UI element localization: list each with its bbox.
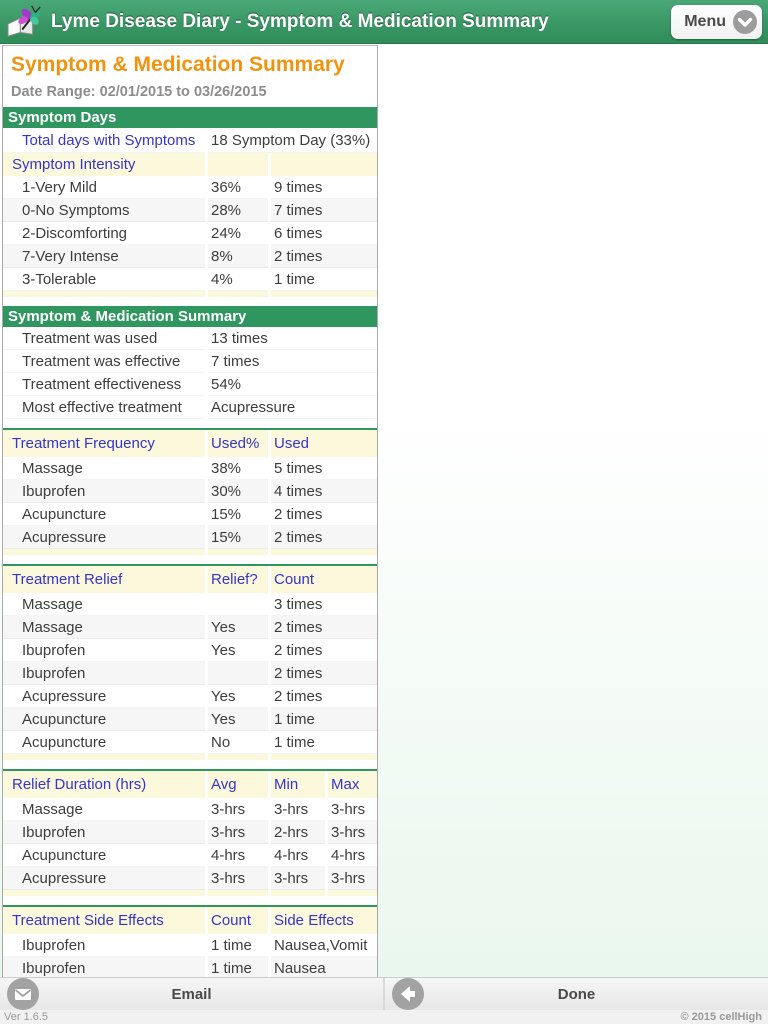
table-row — [3, 731, 377, 754]
row-label: Total days with Symptoms — [3, 128, 205, 153]
row-label: Acupressure — [3, 685, 205, 708]
row-value: 1 time — [271, 731, 377, 754]
row-value — [208, 593, 268, 616]
row-value: 1 time — [271, 268, 377, 291]
row-label: Acupuncture — [3, 503, 205, 526]
column-header: Relief? — [208, 566, 268, 593]
row-value: 7 times — [208, 350, 377, 373]
table-row — [3, 128, 377, 153]
row-value: 54% — [208, 373, 377, 396]
table-row — [3, 480, 377, 503]
section-header-row — [3, 566, 377, 593]
row-label: Acupressure — [3, 867, 205, 890]
row-value: 1 time — [271, 708, 377, 731]
footer-cell — [208, 549, 268, 555]
menu-button[interactable] — [671, 5, 762, 39]
chevron-down-icon — [733, 10, 757, 34]
section-title-bar: Symptom Days — [3, 107, 377, 128]
row-label: Massage — [3, 798, 205, 821]
table-row — [3, 821, 377, 844]
row-value: 3-hrs — [208, 821, 268, 844]
table-row — [3, 457, 377, 480]
footer-cell — [3, 754, 205, 760]
row-value: 18 Symptom Day (33%) — [208, 128, 377, 153]
back-arrow-icon — [392, 978, 424, 1010]
section-title-bar: Symptom & Medication Summary — [3, 306, 377, 327]
row-value: 2-hrs — [271, 821, 325, 844]
table-row — [3, 222, 377, 245]
row-value: No — [208, 731, 268, 754]
row-label: 1-Very Mild — [3, 176, 205, 199]
column-header: Count — [208, 907, 268, 934]
bottom-toolbar — [0, 977, 768, 1010]
row-value — [271, 153, 377, 176]
section-header-row — [3, 771, 377, 798]
column-header: Min — [271, 771, 325, 798]
row-value: 15% — [208, 526, 268, 549]
footer-cell — [271, 890, 325, 896]
row-value: 38% — [208, 457, 268, 480]
row-value: 2 times — [271, 526, 377, 549]
summary-section — [3, 306, 377, 419]
row-label: Symptom Intensity — [3, 153, 205, 176]
row-value: 5 times — [271, 457, 377, 480]
row-label: Acupressure — [3, 526, 205, 549]
table-row — [3, 526, 377, 549]
email-button[interactable] — [0, 978, 385, 1010]
row-value: 3-hrs — [328, 867, 377, 890]
row-label: Ibuprofen — [3, 480, 205, 503]
row-label: Massage — [3, 457, 205, 480]
table-row — [3, 639, 377, 662]
done-button[interactable] — [385, 978, 768, 1010]
nav-bar — [0, 0, 768, 44]
date-range: Date Range: 02/01/2015 to 03/26/2015 — [11, 84, 267, 100]
row-value: 4% — [208, 268, 268, 291]
row-label: Treatment was used — [3, 327, 205, 350]
summary-panel — [2, 45, 378, 987]
row-value: Yes — [208, 616, 268, 639]
row-label: Ibuprofen — [3, 662, 205, 685]
table-row — [3, 662, 377, 685]
row-value: 2 times — [271, 616, 377, 639]
section-title: Relief Duration (hrs) — [3, 771, 205, 798]
section-footer — [3, 890, 377, 896]
row-value: 3-hrs — [328, 798, 377, 821]
menu-button-label: Menu — [684, 13, 726, 30]
row-label: Massage — [3, 616, 205, 639]
row-value: 7 times — [271, 199, 377, 222]
summary-section — [3, 107, 377, 297]
row-value: 2 times — [271, 662, 377, 685]
row-value: 3-hrs — [208, 867, 268, 890]
section-header-row — [3, 907, 377, 934]
section-title: Treatment Frequency — [3, 430, 205, 457]
column-header: Used — [271, 430, 377, 457]
table-row — [3, 153, 377, 176]
row-label: Ibuprofen — [3, 821, 205, 844]
row-value: Nausea,Vomit — [271, 934, 377, 957]
row-value: 3-hrs — [271, 798, 325, 821]
table-row — [3, 616, 377, 639]
footer-cell — [208, 754, 268, 760]
row-value — [208, 662, 268, 685]
column-header: Count — [271, 566, 377, 593]
table-row — [3, 199, 377, 222]
row-value: 3-hrs — [328, 821, 377, 844]
summary-section — [3, 905, 377, 986]
row-value: 2 times — [271, 639, 377, 662]
footer-cell — [271, 549, 377, 555]
row-value: 3-hrs — [271, 867, 325, 890]
row-value: Yes — [208, 639, 268, 662]
footer-cell — [3, 291, 205, 297]
row-value: Nausea — [271, 957, 377, 980]
section-title: Treatment Relief — [3, 566, 205, 593]
row-label: Massage — [3, 593, 205, 616]
panel-head — [3, 46, 377, 107]
summary-section — [3, 564, 377, 760]
table-row — [3, 867, 377, 890]
row-value: 36% — [208, 176, 268, 199]
column-header: Side Effects — [271, 907, 377, 934]
row-label: Ibuprofen — [3, 957, 205, 980]
table-row — [3, 708, 377, 731]
done-button-label: Done — [557, 985, 596, 1003]
summary-section — [3, 769, 377, 896]
column-header: Avg — [208, 771, 268, 798]
column-header: Used% — [208, 430, 268, 457]
row-label: 2-Discomforting — [3, 222, 205, 245]
row-value: 2 times — [271, 245, 377, 268]
table-row — [3, 844, 377, 867]
footer-cell — [271, 754, 377, 760]
envelope-icon — [7, 978, 39, 1010]
row-value: 4-hrs — [208, 844, 268, 867]
nav-title: Lyme Disease Diary - Symptom & Medication Summary — [51, 10, 549, 32]
row-value: 1 time — [208, 934, 268, 957]
row-value: 30% — [208, 480, 268, 503]
table-row — [3, 176, 377, 199]
row-value: 9 times — [271, 176, 377, 199]
table-row — [3, 350, 377, 373]
row-label: Most effective treatment — [3, 396, 205, 419]
row-label: Ibuprofen — [3, 639, 205, 662]
section-header-row — [3, 430, 377, 457]
row-value: 2 times — [271, 503, 377, 526]
row-value: 3 times — [271, 593, 377, 616]
table-row — [3, 934, 377, 957]
footer-cell — [208, 890, 268, 896]
table-row — [3, 503, 377, 526]
row-value: 3-hrs — [208, 798, 268, 821]
table-row — [3, 396, 377, 419]
row-value: 4-hrs — [328, 844, 377, 867]
table-row — [3, 685, 377, 708]
row-label: Acupuncture — [3, 731, 205, 754]
book-butterfly-icon — [5, 4, 47, 40]
footer-cell — [208, 291, 268, 297]
table-row — [3, 593, 377, 616]
row-label: 7-Very Intense — [3, 245, 205, 268]
row-label: Acupuncture — [3, 708, 205, 731]
row-label: 3-Tolerable — [3, 268, 205, 291]
row-value: 2 times — [271, 685, 377, 708]
row-value: 15% — [208, 503, 268, 526]
row-value: Yes — [208, 708, 268, 731]
row-value — [208, 153, 268, 176]
row-label: Ibuprofen — [3, 934, 205, 957]
summary-section — [3, 428, 377, 555]
table-row — [3, 798, 377, 821]
sections — [3, 107, 377, 986]
row-label: Treatment effectiveness — [3, 373, 205, 396]
column-header: Max — [328, 771, 377, 798]
row-value: 24% — [208, 222, 268, 245]
page-title: Symptom & Medication Summary — [11, 53, 345, 76]
row-value: 1 time — [208, 957, 268, 980]
table-row — [3, 245, 377, 268]
footer-cell — [328, 890, 377, 896]
table-row — [3, 268, 377, 291]
row-label: 0-No Symptoms — [3, 199, 205, 222]
row-value: 4 times — [271, 480, 377, 503]
section-footer — [3, 291, 377, 297]
footer-strip — [0, 1010, 768, 1024]
row-value: Yes — [208, 685, 268, 708]
row-value: 8% — [208, 245, 268, 268]
copyright-label: © 2015 cellHigh — [680, 1011, 762, 1023]
row-label: Treatment was effective — [3, 350, 205, 373]
table-row — [3, 373, 377, 396]
footer-cell — [3, 549, 205, 555]
version-label: Ver 1.6.5 — [4, 1011, 49, 1023]
row-value: Acupressure — [208, 396, 377, 419]
section-footer — [3, 754, 377, 760]
row-value: 4-hrs — [271, 844, 325, 867]
row-value: 28% — [208, 199, 268, 222]
footer-cell — [271, 291, 377, 297]
footer-cell — [3, 890, 205, 896]
section-title: Treatment Side Effects — [3, 907, 205, 934]
row-value: 13 times — [208, 327, 377, 350]
section-footer — [3, 549, 377, 555]
email-button-label: Email — [171, 985, 212, 1003]
row-label: Acupuncture — [3, 844, 205, 867]
table-row — [3, 327, 377, 350]
row-value: 6 times — [271, 222, 377, 245]
